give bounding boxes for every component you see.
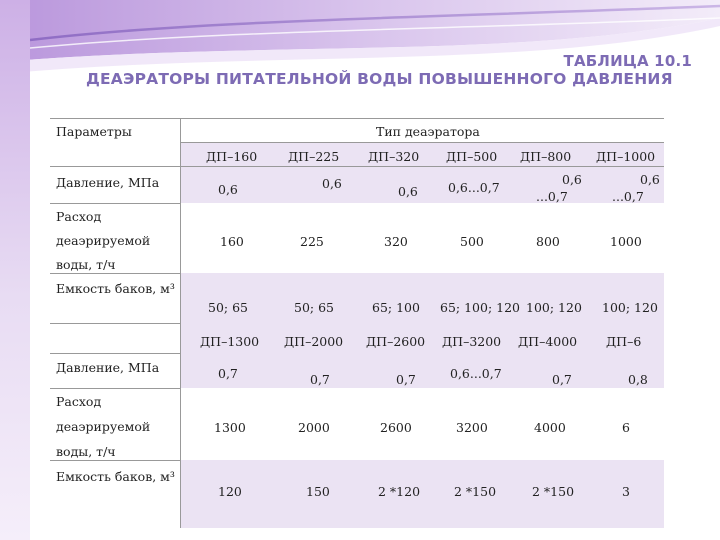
- capacity-value: 2 *150: [532, 484, 575, 499]
- pressure-value: 0,6...0,7: [448, 180, 500, 195]
- row-divider: [50, 273, 180, 274]
- row-divider: [50, 460, 180, 461]
- capacity-value: 100; 120: [602, 300, 658, 315]
- type-dp2600: ДП–2600: [366, 334, 426, 349]
- type-dp4000: ДП–4000: [518, 334, 578, 349]
- decorative-side-bar: [0, 0, 30, 540]
- pressure-label: Давление, МПа: [56, 360, 160, 375]
- capacity-value: 100; 120: [526, 300, 582, 315]
- capacity-value: 65; 100: [372, 300, 420, 315]
- flow-value: 2000: [298, 420, 330, 435]
- column-divider: [180, 118, 181, 528]
- flow-label-line-3: воды, т/ч: [56, 257, 116, 272]
- capacity-label: Емкость баков, м³: [56, 469, 175, 484]
- capacity-label: Емкость баков, м³: [56, 281, 175, 296]
- type-dp3200: ДП–3200: [442, 334, 502, 349]
- type-dp225: ДП–225: [288, 149, 340, 164]
- flow-value: 500: [460, 234, 484, 249]
- type-dp1000: ДП–1000: [596, 149, 656, 164]
- capacity-band-2: [180, 460, 664, 528]
- capacity-band-1: [180, 273, 664, 323]
- capacity-value: 120: [218, 484, 242, 499]
- flow-label-line-2: деаэрируемой: [56, 419, 151, 434]
- capacity-value: 150: [306, 484, 330, 499]
- type-dp2000: ДП–2000: [284, 334, 344, 349]
- deaerator-table: [50, 118, 664, 528]
- pressure-value: 0,6: [398, 184, 418, 199]
- flow-value: 1300: [214, 420, 246, 435]
- page-title: ДЕАЭРАТОРЫ ПИТАТЕЛЬНОЙ ВОДЫ ПОВЫШЕННОГО ДАВЛЕНИЯ: [86, 70, 673, 88]
- pressure-value: 0,6: [562, 172, 582, 187]
- flow-label-line-1: Расход: [56, 209, 102, 224]
- flow-value: 2600: [380, 420, 412, 435]
- capacity-value: 50; 65: [294, 300, 334, 315]
- capacity-value: 50; 65: [208, 300, 248, 315]
- flow-value: 6: [622, 420, 630, 435]
- capacity-value: 3: [622, 484, 630, 499]
- flow-value: 1000: [610, 234, 642, 249]
- table-top-border: [50, 118, 664, 119]
- type-dp6: ДП–6: [606, 334, 642, 349]
- pressure-value: 0,7: [310, 372, 330, 387]
- pressure-value: 0,7: [552, 372, 572, 387]
- pressure-value: 0,6...0,7: [450, 366, 502, 381]
- type-dp500: ДП–500: [446, 149, 498, 164]
- pressure-value: 0,7: [396, 372, 416, 387]
- flow-label-line-1: Расход: [56, 394, 102, 409]
- pressure-value: 0,6: [640, 172, 660, 187]
- pressure-value: 0,7: [218, 366, 238, 381]
- pressure-value-cont: ...0,7: [536, 189, 568, 204]
- pressure-value: 0,6: [218, 182, 238, 197]
- capacity-value: 2 *120: [378, 484, 421, 499]
- pressure-band-1: [180, 166, 664, 203]
- type-dp320: ДП–320: [368, 149, 420, 164]
- pressure-label: Давление, МПа: [56, 175, 160, 190]
- type-dp800: ДП–800: [520, 149, 572, 164]
- row-divider: [50, 166, 664, 167]
- pressure-value-cont: ...0,7: [612, 189, 644, 204]
- capacity-value: 2 *150: [454, 484, 497, 499]
- row-divider: [50, 203, 180, 204]
- row-divider: [50, 353, 180, 354]
- pressure-value: 0,8: [628, 372, 648, 387]
- capacity-value: 65; 100; 120: [440, 300, 520, 315]
- flow-value: 4000: [534, 420, 566, 435]
- row-divider: [50, 388, 180, 389]
- flow-value: 225: [300, 234, 324, 249]
- flow-value: 3200: [456, 420, 488, 435]
- flow-value: 320: [384, 234, 408, 249]
- header-divider: [180, 142, 664, 143]
- row-divider: [50, 323, 180, 324]
- pressure-value: 0,6: [322, 176, 342, 191]
- pressure-band-2: [180, 353, 664, 388]
- flow-label-line-2: деаэрируемой: [56, 233, 151, 248]
- parameters-header: Параметры: [56, 124, 132, 139]
- type-dp160: ДП–160: [206, 149, 258, 164]
- flow-value: 160: [220, 234, 244, 249]
- table-number: ТАБЛИЦА 10.1: [563, 52, 692, 70]
- flow-label-line-3: воды, т/ч: [56, 444, 116, 459]
- type-dp1300: ДП–1300: [200, 334, 260, 349]
- flow-value: 800: [536, 234, 560, 249]
- type-header: Тип деаэратора: [376, 124, 480, 139]
